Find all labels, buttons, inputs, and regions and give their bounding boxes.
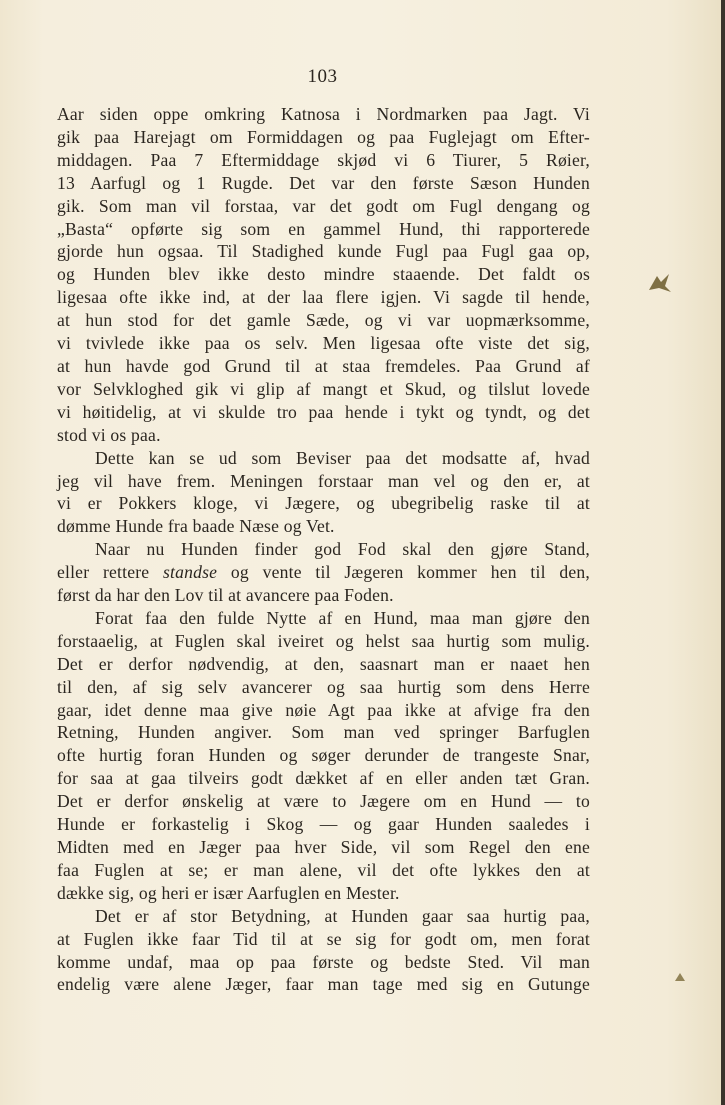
text-line: at Fuglen ikke faar Tid til at se sig for godt om, men forat (57, 928, 590, 949)
text-line: at hun stod for det gamle Sæde, og vi var uopmærksomme, (57, 310, 590, 331)
text-line: komme undaf, maa op paa første og bedste Sted. Vil man (57, 951, 590, 972)
text-line: stod vi os paa. (57, 424, 161, 445)
page-edge (721, 0, 725, 1105)
text-line: ofte hurtig foran Hunden og søger derunder de trangeste Snar, (57, 745, 590, 766)
text-line: Midten med en Jæger paa hver Side, vil som Regel den ene (57, 837, 590, 857)
text-line: og Hunden blev ikke desto mindre staaende. Det faldt os (57, 264, 590, 285)
text-line: „Basta“ opførte sig som en gammel Hund, thi rapporterede (57, 218, 590, 239)
text-line: gaar, idet denne maa give nøie Agt paa ikke at afvige fra den (57, 699, 590, 720)
text-line: dømme Hunde fra baade Næse og Vet. (57, 516, 335, 537)
text-line: Det er derfor ønskelig at være to Jægere om en Hund — to (57, 791, 590, 812)
text-line: ligesaa ofte ikke ind, at der laa flere igjen. Vi sagde til hende, (57, 287, 590, 308)
text-line: jeg vil have frem. Meningen forstaar man vel og den er, at (57, 470, 590, 491)
text-line: Retning, Hunden angiver. Som man ved springer Barfuglen (57, 722, 590, 743)
text-line: for saa at gaa tilveirs godt dækket af en eller anden tæt Gran. (57, 768, 590, 789)
text-line: eller rettere standse og vente til Jægeren kommer hen til den, (57, 562, 590, 583)
text-line: endelig være alene Jæger, faar man tage med sig en Gutunge (57, 974, 590, 995)
text-line: faa Fuglen at se; er man alene, vil det ofte lykkes den at (57, 859, 590, 880)
text-line: gjorde hun ogsaa. Til Stadighed kunde Fugl paa Fugl gaa op, (57, 241, 590, 262)
text-line: middagen. Paa 7 Eftermiddage skjød vi 6 Tiurer, 5 Røier, (57, 149, 590, 170)
text-line: Hunde er forkastelig i Skog — og gaar Hunden saaledes i (57, 814, 590, 835)
text-line: dække sig, og heri er især Aarfuglen en Mester. (57, 882, 400, 903)
text-line: gik paa Harejagt om Formiddagen og paa Fuglejagt om Efter- (57, 126, 590, 147)
text-line: 13 Aarfugl og 1 Rugde. Det var den første Sæson Hunden (57, 172, 590, 193)
bird-ink-mark-icon (645, 268, 675, 298)
text-line: vi høitidelig, at vi skulde tro paa hende i tykt og tyndt, og det (57, 401, 590, 422)
body-text (57, 103, 590, 996)
text-line: vor Selvkloghed gik vi glip af mangt et Skud, og tilslut lovede (57, 378, 590, 399)
text-line: Det er af stor Betydning, at Hunden gaar saa hurtig paa, (95, 905, 590, 926)
page-number: 103 (307, 66, 338, 87)
small-ink-mark-icon (673, 970, 687, 984)
text-line: Aar siden oppe omkring Katnosa i Nordmarken paa Jagt. Vi (57, 104, 590, 124)
italic-word: standse (163, 562, 218, 583)
text-line: Det er derfor nødvendig, at den, saasnart man er naaet hen (57, 653, 590, 674)
text-line: først da har den Lov til at avancere paa Foden. (57, 585, 394, 606)
text-line: gik. Som man vil forstaa, var det godt om Fugl dengang og (57, 195, 590, 216)
text-line: at hun havde god Grund til at staa fremdeles. Paa Grund af (57, 355, 590, 376)
text-line: Forat faa den fulde Nytte af en Hund, maa man gjøre den (95, 607, 590, 628)
text-line: Dette kan se ud som Beviser paa det modsatte af, hvad (95, 447, 590, 468)
text-line: Naar nu Hunden finder god Fod skal den gjøre Stand, (95, 539, 590, 560)
text-line: vi er Pokkers kloge, vi Jægere, og ubegribelig raske til at (57, 493, 590, 514)
text-line: forstaaelig, at Fuglen skal iveiret og helst saa hurtig som mulig. (57, 630, 590, 651)
text-line: til den, af sig selv avancerer og saa hurtig som dens Herre (57, 676, 590, 697)
text-line: vi tvivlede ikke paa os selv. Men ligesaa ofte viste det sig, (57, 333, 590, 354)
